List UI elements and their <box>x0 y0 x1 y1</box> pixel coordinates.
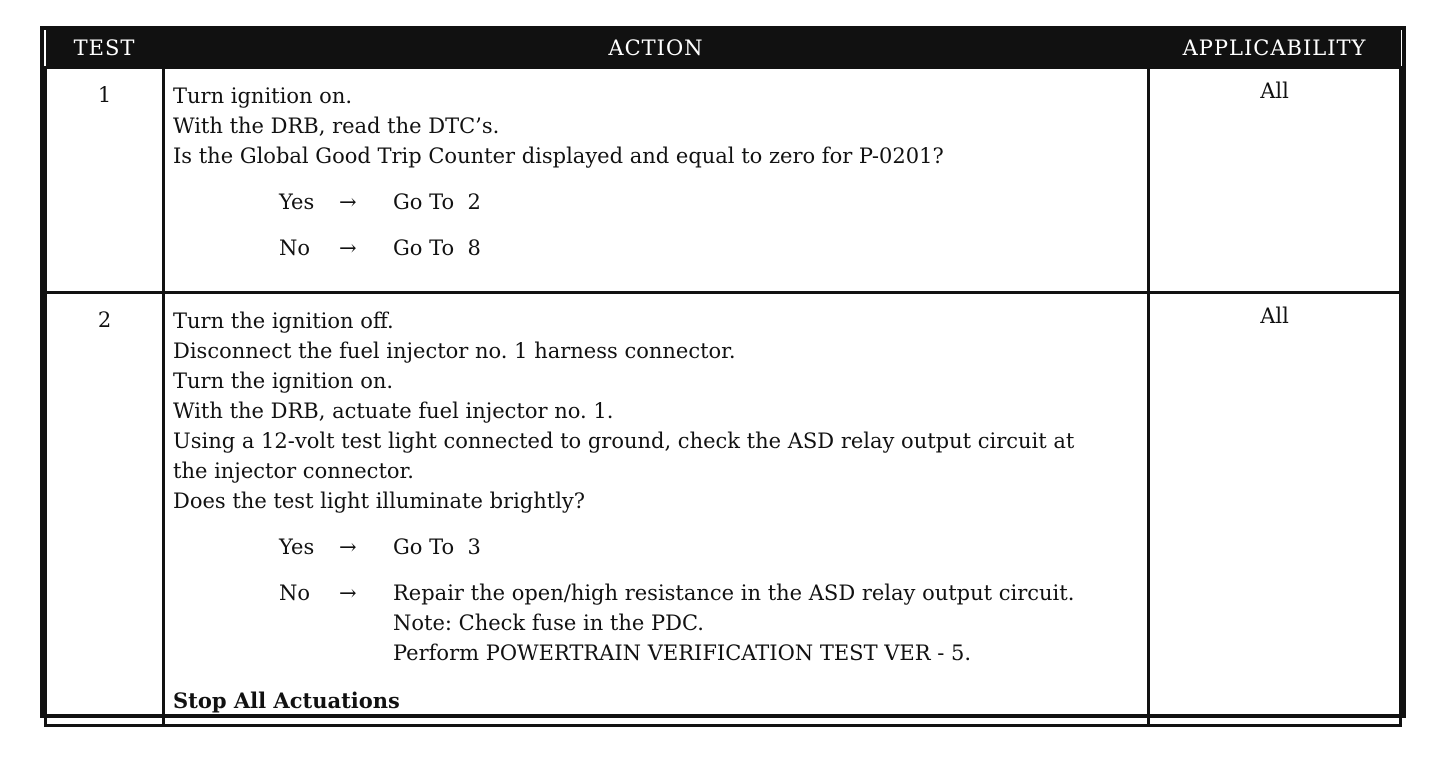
branch-yes <box>279 532 1139 562</box>
action-cell <box>164 68 1149 293</box>
branch-result <box>393 233 1139 263</box>
action-step: Turn the ignition off. <box>173 309 394 333</box>
header-applicability: APPLICABILITY <box>1149 30 1401 68</box>
action-step: Disconnect the fuel injector no. 1 harness connector. <box>173 339 736 363</box>
branch-result <box>393 187 1139 217</box>
branch-yes <box>279 187 1139 217</box>
test-number: 2 <box>46 293 164 726</box>
arrow-icon: → <box>339 581 357 605</box>
branch-result <box>393 578 1139 668</box>
branch-no <box>279 233 1139 263</box>
header-test: TEST <box>46 30 164 68</box>
stop-all-actuations: Stop All Actuations <box>173 688 400 713</box>
applicability-value: All <box>1149 68 1401 293</box>
branch-answer: No <box>279 581 311 605</box>
action-step: Turn ignition on. <box>173 84 353 108</box>
result-line: Note: Check fuse in the PDC. <box>393 611 704 635</box>
applicability-value: All <box>1149 293 1401 726</box>
action-step: Turn the ignition on. <box>173 369 394 393</box>
action-step: Is the Global Good Trip Counter displayed and equal to zero for P-0201? <box>173 144 944 168</box>
diagnostic-test-table <box>40 26 1406 718</box>
action-step: the injector connector. <box>173 459 414 483</box>
action-step: With the DRB, actuate fuel injector no. 1. <box>173 399 614 423</box>
test-number: 1 <box>46 68 164 293</box>
result-line: Go To 8 <box>393 236 481 260</box>
header-action: ACTION <box>164 30 1149 68</box>
arrow-icon: → <box>339 236 357 260</box>
branch-answer: Yes <box>279 190 315 214</box>
result-line: Go To 2 <box>393 190 481 214</box>
table-row <box>46 68 1401 293</box>
action-cell <box>164 293 1149 726</box>
action-step: Using a 12-volt test light connected to ground, check the ASD relay output circuit at <box>173 429 1075 453</box>
action-step: With the DRB, read the DTC’s. <box>173 114 500 138</box>
result-line: Go To 3 <box>393 535 481 559</box>
arrow-icon: → <box>339 535 357 559</box>
header-row <box>46 30 1401 68</box>
table-row <box>46 293 1401 726</box>
arrow-icon: → <box>339 190 357 214</box>
result-line: Repair the open/high resistance in the ASD relay output circuit. <box>393 581 1075 605</box>
result-line: Perform POWERTRAIN VERIFICATION TEST VER - 5. <box>393 641 972 665</box>
action-step: Does the test light illuminate brightly? <box>173 489 586 513</box>
branch-no <box>279 578 1139 668</box>
test-table <box>44 30 1402 727</box>
branch-result <box>393 532 1139 562</box>
branch-answer: No <box>279 236 311 260</box>
branch-answer: Yes <box>279 535 315 559</box>
